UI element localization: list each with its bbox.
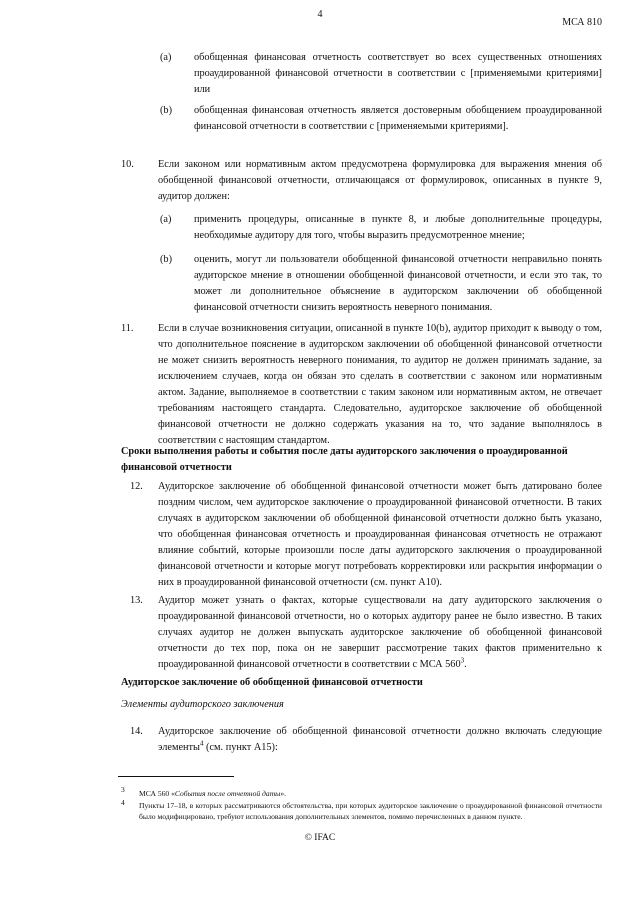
- paragraph-text: [158, 724, 602, 756]
- footnote-prefix: МСА 560 «: [139, 789, 175, 798]
- list-item-text: обобщенная финансовая отчетность соответствует во всех существенных отношениях проаудированной финансовой отчетности в соответствии с [применяемыми критериями] или: [194, 52, 602, 95]
- footnote-suffix: ».: [280, 789, 287, 798]
- paragraph-number: 11.: [121, 323, 134, 334]
- paragraph-tail: .: [464, 659, 467, 670]
- paragraph-text: Аудиторское заключение об обобщенной финансовой отчетности может быть датировано более поздним числом, чем аудиторское заключение о проаудированной финансовой отчетности. В таких случаях в аудиторском заключении об обобщенной финансовой отчетности должно быть указано, что обобщенная финансовая отчетность и проаудированная финансовая отчетность не отражают влияние событий, которые произошли после даты аудиторского заключения о проаудированной финансовой отчетности и которые могут потребовать корректировки или раскрытия информации о них в проаудированной финансовой отчетности (см. пункт А10).: [158, 481, 602, 588]
- paragraph-number: 12.: [130, 481, 143, 492]
- list-item-text: оценить, могут ли пользователи обобщенной финансовой отчетности неправильно понять аудиторское мнение в отношении обобщенной финансовой отчетности, и если это так, то может ли дополнительное объяснение в аудиторском заключении об обобщенной финансовой отчетности снизить вероятность неверного понимания.: [194, 254, 602, 313]
- standard-reference: МСА 810: [562, 17, 602, 28]
- paragraph-number: 13.: [130, 595, 143, 606]
- footnote-number: 3: [121, 785, 125, 794]
- section-heading: Аудиторское заключение об обобщенной финансовой отчетности: [121, 677, 423, 688]
- list-item-text: применить процедуры, описанные в пункте 8, и любые дополнительные процедуры, необходимые аудитору для того, чтобы выразить предусмотренное мнение;: [194, 214, 602, 241]
- footnote-reference: 3: [460, 656, 465, 665]
- list-label: (b): [160, 105, 173, 116]
- list-label: (a): [160, 52, 172, 63]
- subsection-heading: Элементы аудиторского заключения: [121, 699, 284, 710]
- paragraph-number: 14.: [130, 726, 143, 737]
- footnote-reference: 4: [199, 739, 204, 748]
- list-label: (a): [160, 214, 172, 225]
- footnote-number: 4: [121, 798, 125, 807]
- paragraph-text: Если законом или нормативным актом предусмотрена формулировка для выражения мнения об обобщенной финансовой отчетности, отличающаяся от формулировок, описанных в пункте 9, аудитор должен:: [158, 159, 602, 202]
- paragraph-body: Аудитор может узнать о фактах, которые существовали на дату аудиторского заключения о проаудированной финансовой отчетности, но о которых аудитору ранее не было известно. В таких случаях аудитор не должен выпускать аудиторское заключение об обобщенной финансовой отчетности до тех пор, пока он не завершит рассмотрение таких фактов применительно к проаудированной финансовой отчетности в соответствии с МСА 560: [158, 595, 602, 670]
- paragraph-tail: (см. пункт А15):: [203, 742, 278, 753]
- section-heading: Сроки выполнения работы и события после даты аудиторского заключения о проаудированной финансовой отчетности: [121, 446, 568, 473]
- paragraph-body: Аудиторское заключение об обобщенной финансовой отчетности должно включать следующие элементы: [158, 726, 602, 753]
- footnote-text: [139, 788, 602, 799]
- footnote-title: События после отчетной даты: [174, 789, 281, 798]
- copyright-footer: © IFAC: [304, 833, 336, 843]
- paragraph-text: [158, 593, 602, 673]
- footnote-text: Пункты 17–18, в которых рассматриваются обстоятельства, при которых аудиторское заключение о проаудированной финансовой отчетности было модифицировано, требуют использования дополнительных элементов, помимо перечисленных в данном пункте.: [139, 801, 602, 821]
- list-item-text: обобщенная финансовая отчетность является достоверным обобщением проаудированной финансовой отчетности в соответствии с [применяемыми критериями].: [194, 105, 602, 132]
- list-label: (b): [160, 254, 173, 265]
- page-number: 4: [317, 9, 323, 20]
- paragraph-number: 10.: [121, 159, 134, 170]
- footnote-separator: [118, 776, 234, 777]
- paragraph-text: Если в случае возникновения ситуации, описанной в пункте 10(b), аудитор приходит к выводу о том, что дополнительное пояснение в аудиторском заключении об обобщенной финансовой отчетности не может снизить вероятность неверного понимания, то аудитор не должен принимать задание, за исключением случаев, когда он обязан это сделать в соответствии с законом или нормативным актом. Задание, выполняемое в соответствии с таким законом или нормативным актом, не отвечает требованиям настоящего стандарта. Следовательно, аудиторское заключение об обобщенной финансовой отчетности не должно содержать указания на то, что задание выполнялось в соответствии с настоящим стандартом.: [158, 323, 602, 446]
